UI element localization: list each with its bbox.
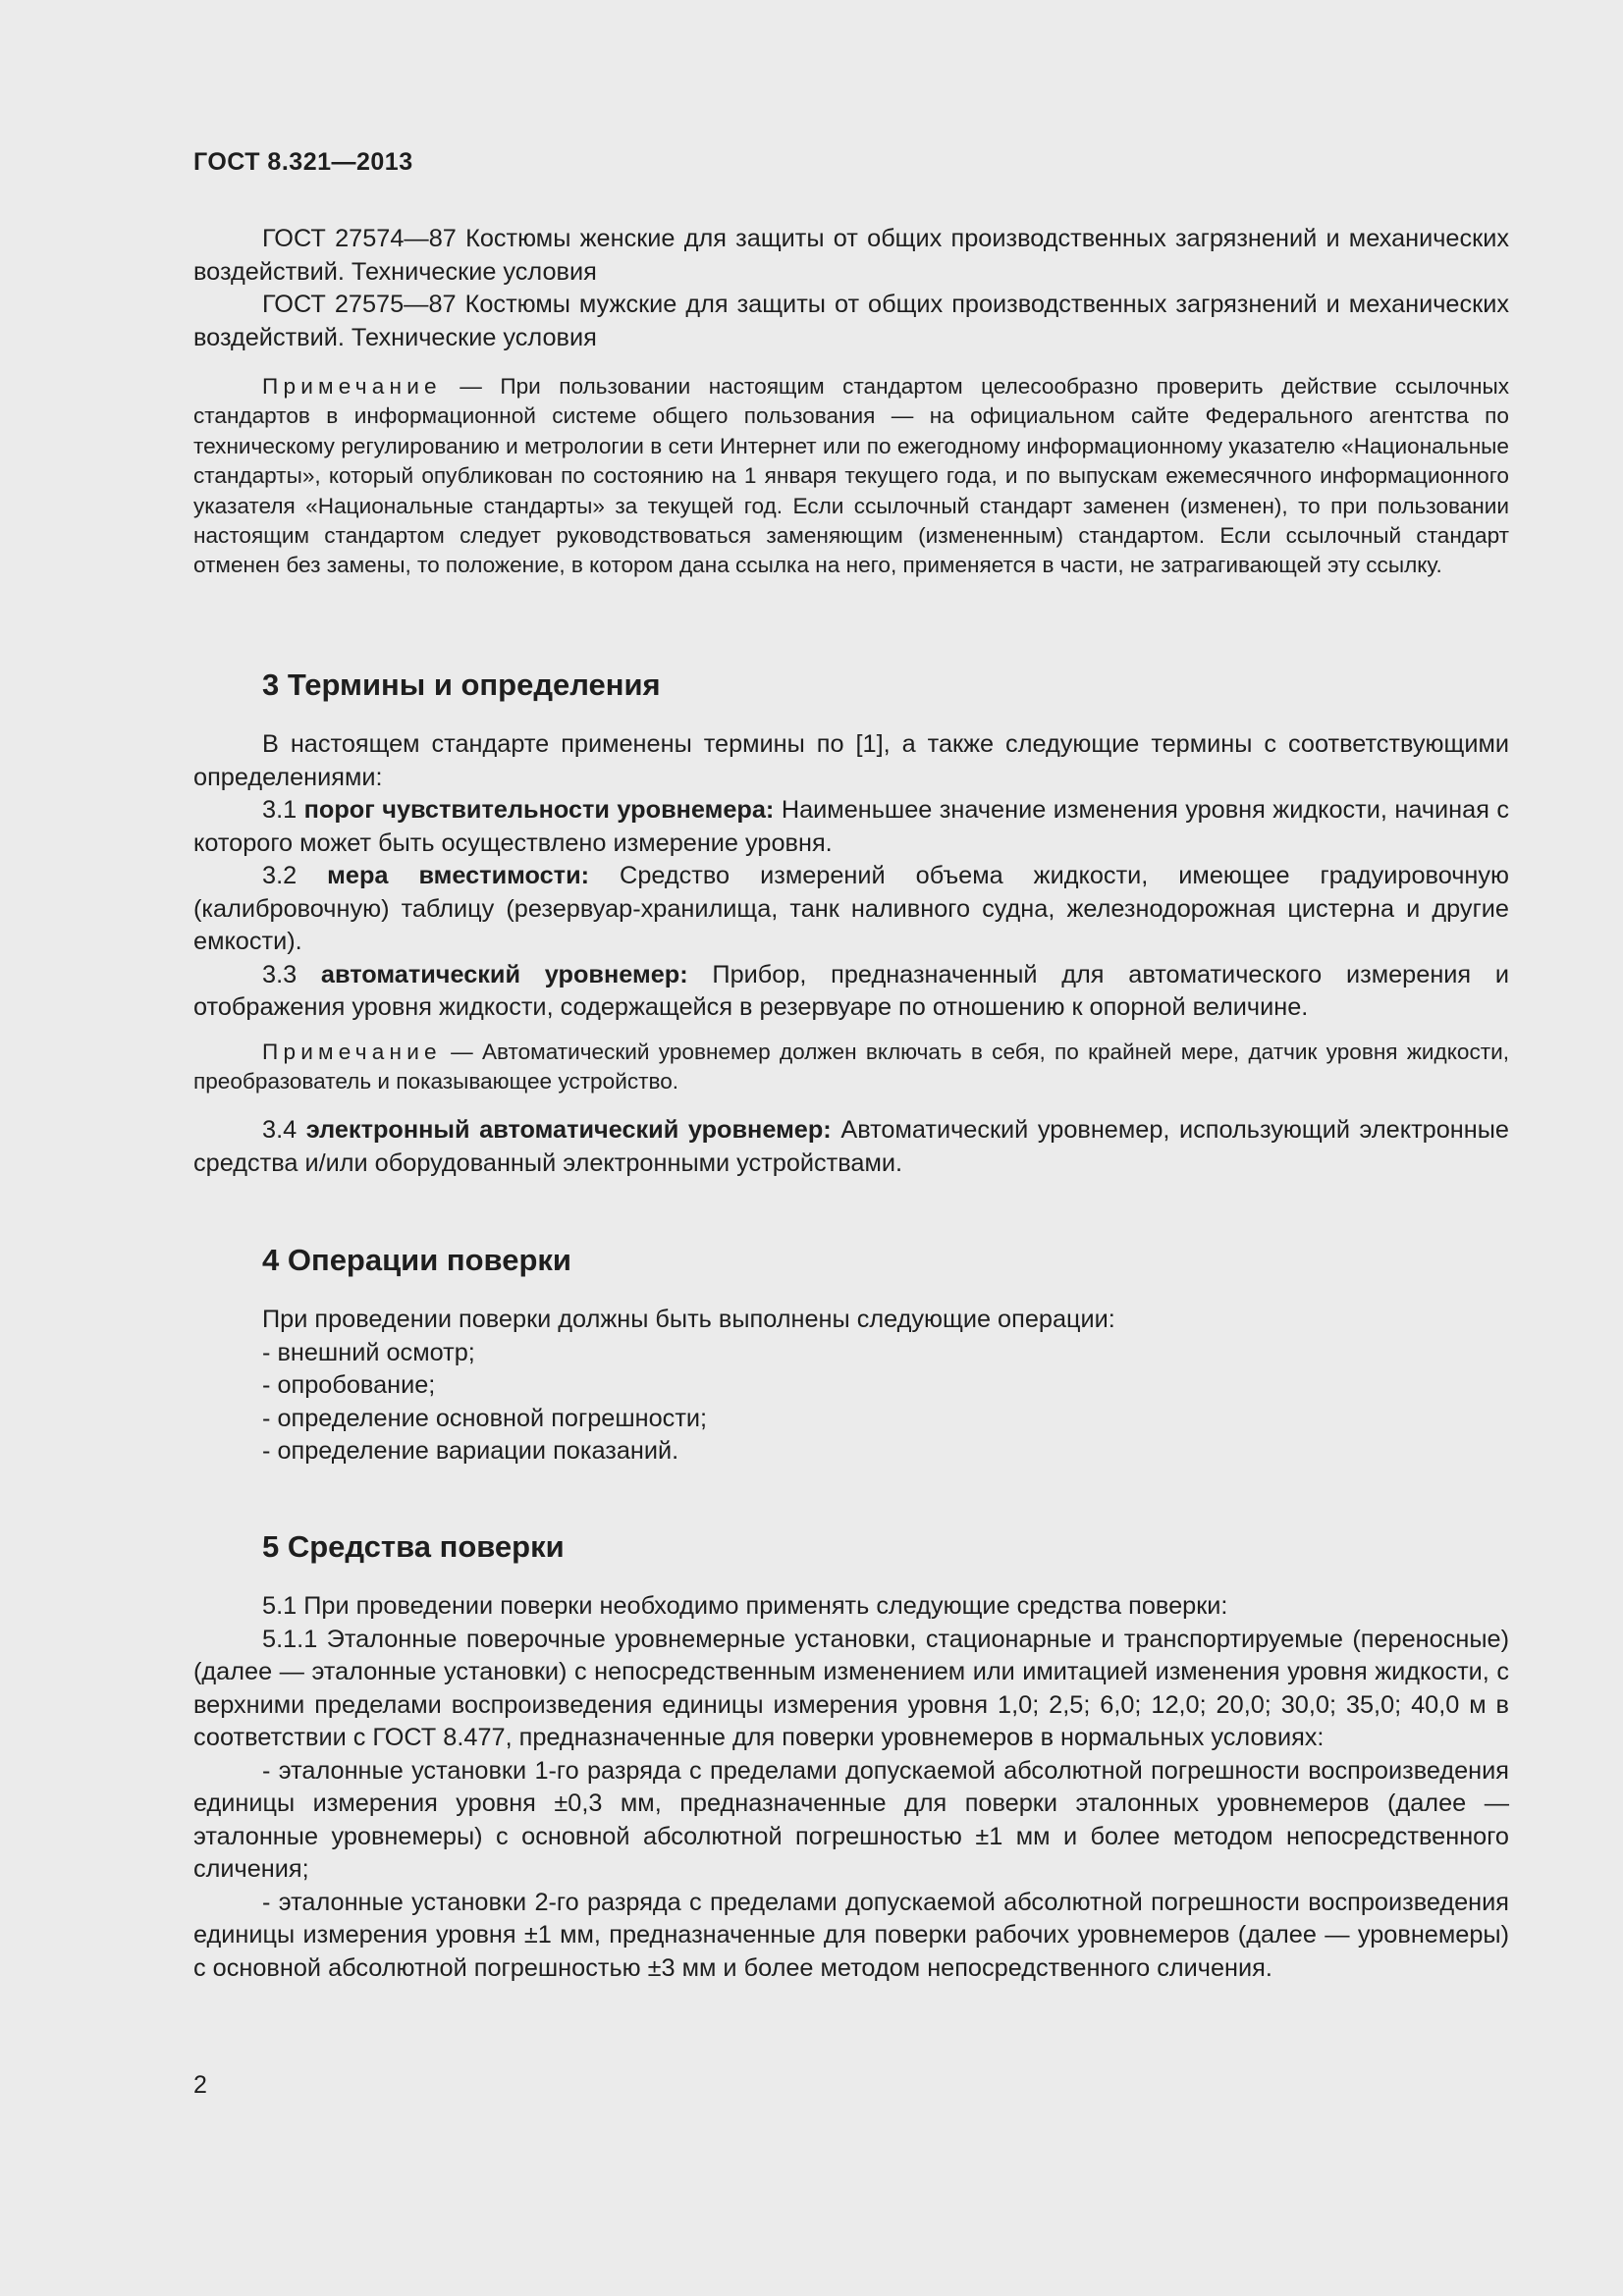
list-item: - определение основной погрешности; xyxy=(262,1404,708,1432)
references-list xyxy=(193,223,1509,354)
running-header: ГОСТ 8.321—2013 xyxy=(193,148,413,176)
reference-item: ГОСТ 27575—87 Костюмы мужские для защиты от общих производственных загрязнений и механических воздействий. Технические условия xyxy=(193,291,1509,351)
section-4-title: 4 Операции поверки xyxy=(262,1243,571,1277)
section-5-body xyxy=(193,1590,1509,1985)
page-number: 2 xyxy=(193,2071,207,2099)
list-item: - эталонные установки 1-го разряда с пределами допускаемой абсолютной погрешности воспроизведения единицы измерения уровня ±0,3 мм, предназначенные для поверки эталонных уровнемеров (далее — эталонные уровнемеры) с основной абсолютной погрешностью ±1 мм и более методом непосредственного сличения; xyxy=(193,1756,1509,1883)
term-3-4: 3.4 электронный автоматический уровнемер: Автоматический уровнемер, использующий электронные средства и/или оборудованный электронными устройствами. xyxy=(193,1116,1509,1177)
section-3-body xyxy=(193,728,1509,1025)
section-4-body xyxy=(193,1304,1509,1468)
paragraph-5-1-1: 5.1.1 Эталонные поверочные уровнемерные установки, стационарные и транспортируемые (переносные) (далее — эталонные установки) с непосредственным изменением или имитацией изменения уровня жидкости, с верхними пределами воспроизведения единицы измерения уровня 1,0; 2,5; 6,0; 12,0; 20,0; 30,0; 35,0; 40,0 м в соответствии с ГОСТ 8.477, предназначенные для поверки уровнемеров в нормальных условиях: xyxy=(193,1625,1509,1751)
list-item: - опробование; xyxy=(262,1371,436,1399)
term-3-3: 3.3 автоматический уровнемер: Прибор, предназначенный для автоматического измерения и отображения уровня жидкости, содержащейся в резервуаре по отношению к опорной величине. xyxy=(193,960,1509,1021)
note-label: Примечание xyxy=(262,1040,442,1064)
section-4-intro: При проведении поверки должны быть выполнены следующие операции: xyxy=(262,1306,1115,1333)
note-term-3-3 xyxy=(193,1038,1509,1097)
note-text: — При пользовании настоящим стандартом целесообразно проверить действие ссылочных стандартов в информационной системе общего пользования — на официальном сайте Федерального агентства по техническому регулированию и метрологии в сети Интернет или по ежегодному информационному указателю «Национальные стандарты», который опубликован по состоянию на 1 января текущего года, и по выпускам ежемесячного информационного указателя «Национальные стандарты» за текущей год. Если ссылочный стандарт заменен (изменен), то при пользовании настоящим стандартом следует руководствоваться заменяющим (измененным) стандартом. Если ссылочный стандарт отменен без замены, то положение, в котором дана ссылка на него, применяется в части, не затрагивающей эту ссылку. xyxy=(193,374,1509,578)
list-item: - внешний осмотр; xyxy=(262,1338,475,1366)
term-3-4-block xyxy=(193,1114,1509,1180)
term-3-1: 3.1 порог чувствительности уровнемера: Наименьшее значение изменения уровня жидкости, начиная с которого может быть осуществлено измерение уровня. xyxy=(193,796,1510,857)
section-3-title: 3 Термины и определения xyxy=(262,667,661,702)
note-label: Примечание xyxy=(262,374,442,399)
list-item: - определение вариации показаний. xyxy=(262,1437,679,1465)
note-references xyxy=(193,372,1509,581)
reference-item: ГОСТ 27574—87 Костюмы женские для защиты от общих производственных загрязнений и механических воздействий. Технические условия xyxy=(193,225,1509,286)
term-3-2: 3.2 мера вместимости: Средство измерений объема жидкости, имеющее градуировочную (калибровочную) таблицу (резервуар-хранилища, танк наливного судна, железнодорожная цистерна и другие емкости). xyxy=(193,862,1509,955)
list-item: - эталонные установки 2-го разряда с пределами допускаемой абсолютной погрешности воспроизведения единицы измерения уровня ±1 мм, предназначенные для поверки рабочих уровнемеров (далее — уровнемеры) с основной абсолютной погрешностью ±3 мм и более методом непосредственного сличения. xyxy=(193,1888,1509,1982)
section-3-intro: В настоящем стандарте применены термины по [1], а также следующие термины с соответствующими определениями: xyxy=(193,730,1509,791)
note-text: — Автоматический уровнемер должен включать в себя, по крайней мере, датчик уровня жидкости, преобразователь и показывающее устройство. xyxy=(193,1040,1509,1095)
paragraph-5-1: 5.1 При проведении поверки необходимо применять следующие средства поверки: xyxy=(262,1592,1228,1620)
section-5-title: 5 Средства поверки xyxy=(262,1529,565,1564)
